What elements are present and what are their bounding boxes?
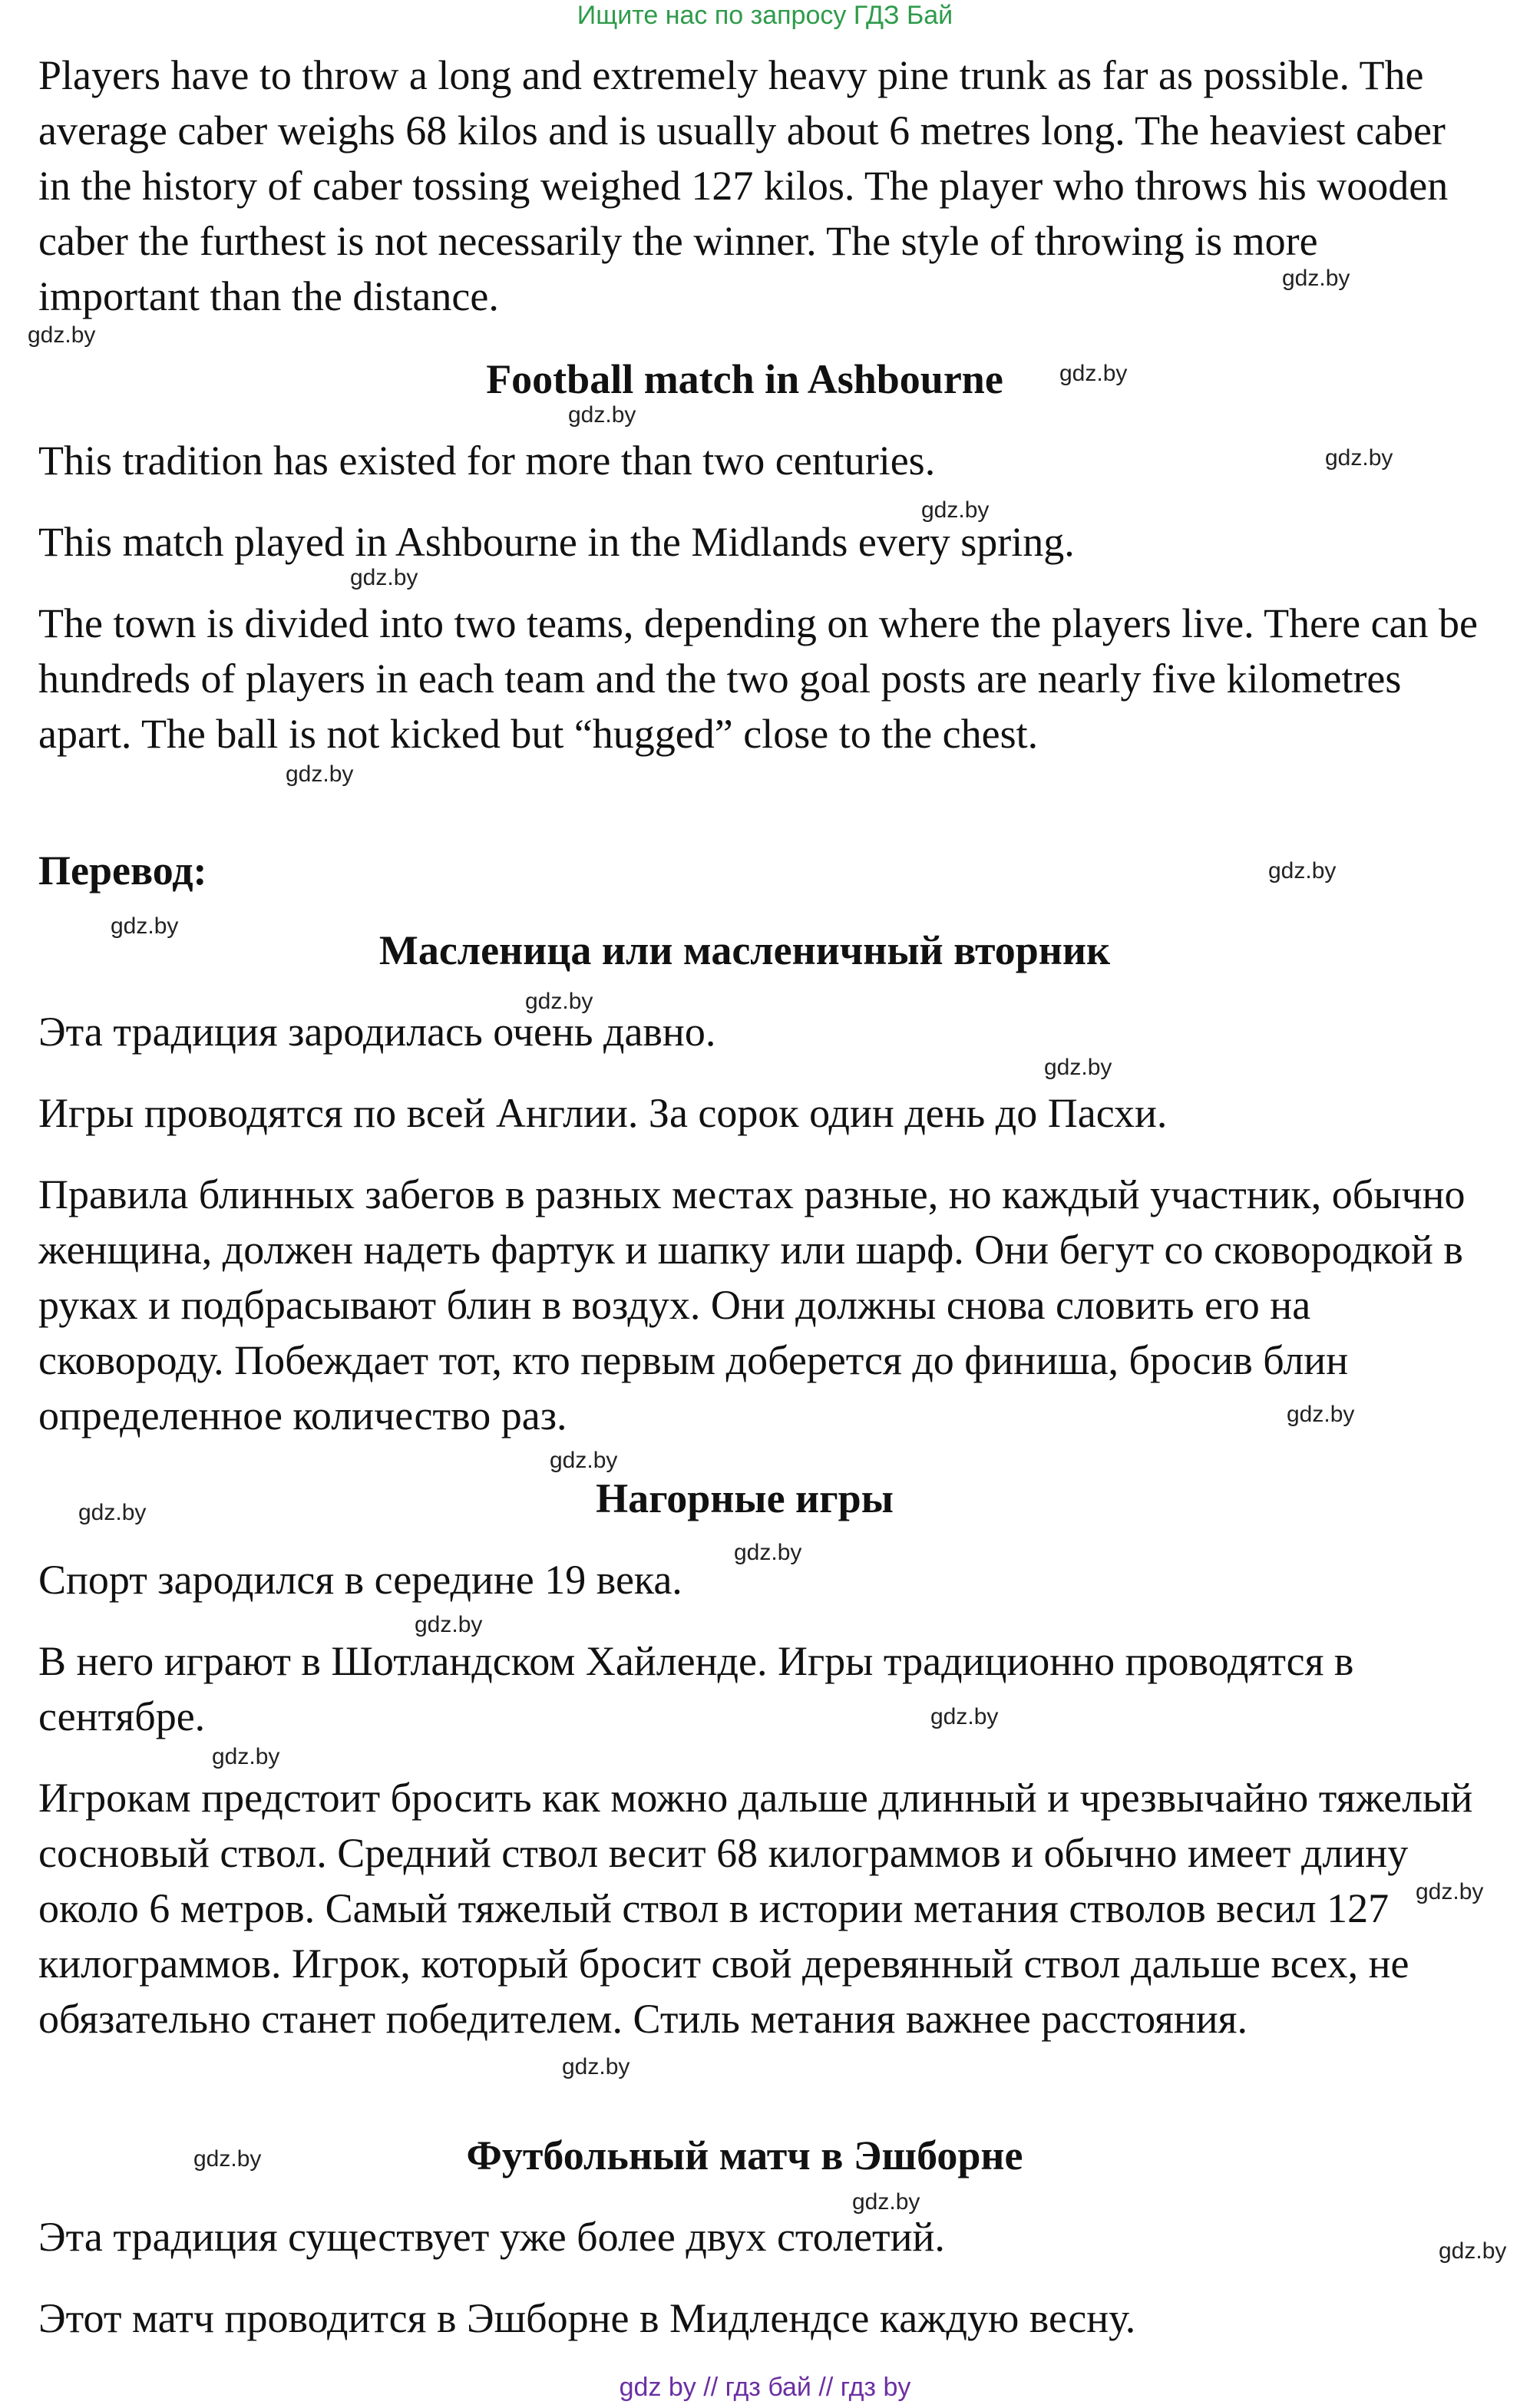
watermark: gdz.by — [286, 761, 354, 787]
watermark: gdz.by — [852, 2189, 920, 2215]
highland-paragraph-1: Спорт зародился в середине 19 века. — [38, 1557, 682, 1603]
top-banner: Ищите нас по запросу ГДЗ Бай — [577, 1, 953, 30]
translation-label: Перевод: — [38, 847, 207, 894]
pancake-paragraph-2: Игры проводятся по всей Англии. За сорок один день до Пасхи. — [38, 1090, 1168, 1136]
watermark: gdz.by — [550, 1448, 618, 1473]
pancake-paragraph-3: Правила блинных забегов в разных местах разные, но каждый участник, обычно женщина, должен надеть фартук и шапку или шарф. Они бегут со сковородкой в руках и подбрасывают блин в воздух. Они должны снова словить его на сковороду. Побеждает тот, кто первым доберется до финиша, бросив блин определенное количество раз. — [38, 1171, 1466, 1439]
watermark: gdz.by — [734, 1540, 802, 1565]
watermark: gdz.by — [1282, 266, 1350, 291]
pancake-paragraph-1: Эта традиция зародилась очень давно. — [38, 1009, 716, 1055]
watermark: gdz.by — [562, 2054, 630, 2079]
football-paragraph-1-ru: Эта традиция существует уже более двух столетий. — [38, 2214, 945, 2260]
watermark: gdz.by — [921, 497, 990, 523]
football-paragraph-3-en: The town is divided into two teams, depending on where the players live. There can be hundreds of players in each team and the two goal posts are nearly five kilometres apart. The ball is not kicked but “hugged” close to the chest. — [38, 600, 1478, 757]
watermark: gdz.by — [415, 1612, 483, 1637]
highland-paragraph-3: Игрокам предстоит бросить как можно дальше длинный и чрезвычайно тяжелый сосновый ствол. Средний ствол весит 68 килограммов и обычно имеет длину около 6 метров. Самый тяжелый ствол в истории метания стволов весил 127 килограммов. Игрок, который бросит свой деревянный ствол дальше всех, не обязательно станет победителем. Стиль метания важнее расстояния. — [38, 1775, 1473, 2042]
highland-paragraph-2: В него играют в Шотландском Хайленде. Игры традиционно проводятся в сентябре. — [38, 1638, 1354, 1739]
football-paragraph-2-ru: Этот матч проводится в Эшборне в Мидлендсе каждую весну. — [38, 2295, 1136, 2341]
watermark: gdz.by — [930, 1704, 999, 1729]
watermark: gdz.by — [78, 1500, 147, 1525]
watermark: gdz.by — [1439, 2238, 1507, 2264]
football-paragraph-1-en: This tradition has existed for more than two centuries. — [38, 438, 936, 484]
watermark: gdz.by — [525, 989, 593, 1014]
pancake-heading: Масленица или масленичный вторник — [378, 927, 1111, 973]
watermark: gdz.by — [111, 913, 179, 939]
football-heading-ru: Футбольный матч в Эшборне — [466, 2132, 1023, 2178]
footer: gdz by // гдз бай // гдз by — [619, 2373, 911, 2402]
watermark: gdz.by — [350, 565, 418, 590]
football-paragraph-2-en: This match played in Ashbourne in the Midlands every spring. — [38, 519, 1075, 565]
watermark: gdz.by — [1044, 1055, 1112, 1080]
football-heading-en: Football match in Ashbourne — [486, 356, 1003, 402]
caber-paragraph: Players have to throw a long and extremely heavy pine trunk as far as possible. The average caber weighs 68 kilos and is usually about 6 metres long. The heaviest caber in the history of caber tossing weighed 127 kilos. The player who throws his wooden caber the furthest is not necessarily the winner. The style of throwing is more important than the distance. — [38, 52, 1449, 319]
watermark: gdz.by — [28, 322, 96, 348]
watermark: gdz.by — [212, 1744, 280, 1769]
watermark: gdz.by — [193, 2146, 262, 2172]
watermark: gdz.by — [568, 402, 636, 428]
watermark: gdz.by — [1268, 858, 1337, 884]
watermark: gdz.by — [1325, 445, 1393, 471]
highland-heading: Нагорные игры — [596, 1475, 894, 1521]
watermark: gdz.by — [1416, 1879, 1484, 1904]
watermark: gdz.by — [1059, 361, 1128, 386]
watermark: gdz.by — [1287, 1402, 1355, 1427]
